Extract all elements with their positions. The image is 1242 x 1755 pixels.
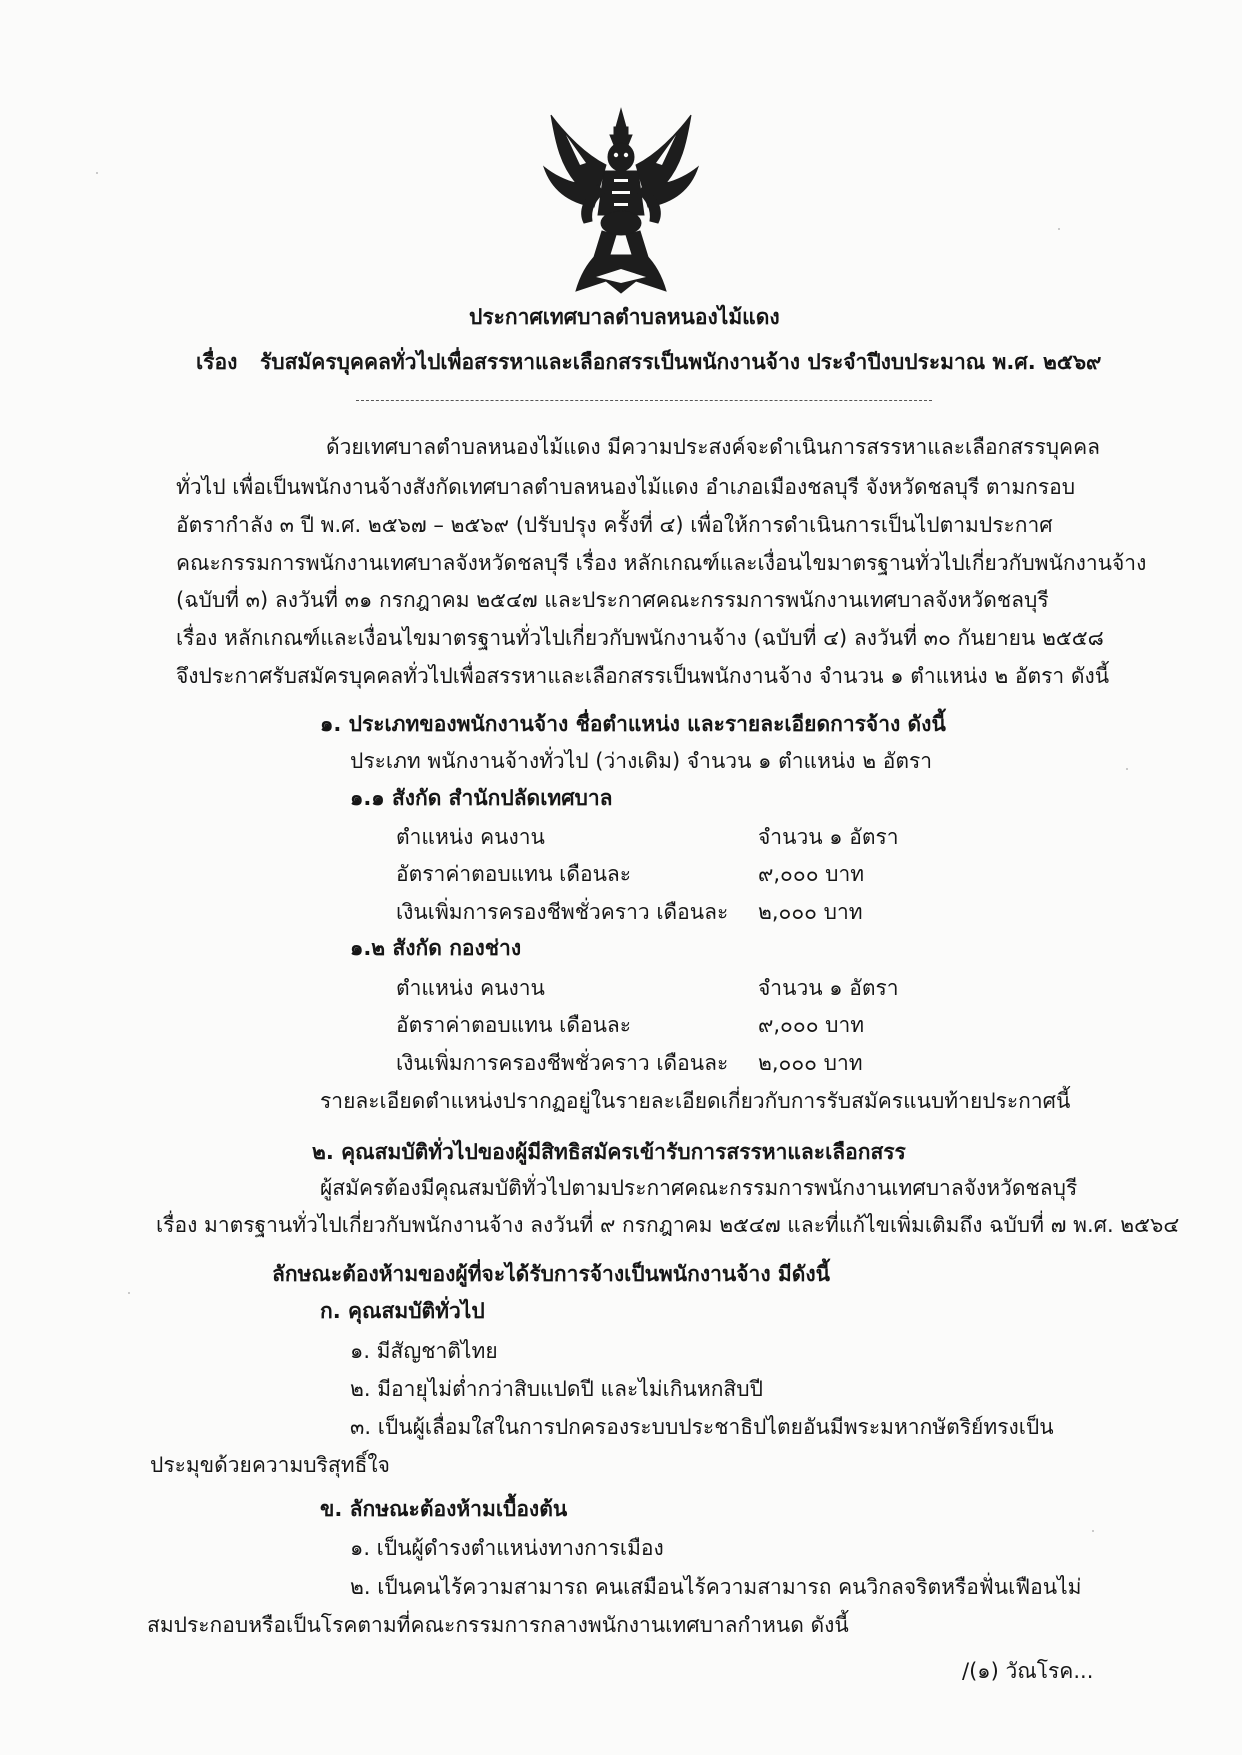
unit-row-label: เงินเพิ่มการครองชีพชั่วคราว เดือนละ: [396, 900, 729, 924]
unit-row-value: ๒,๐๐๐ บาท: [758, 1051, 863, 1075]
general-item: ๓. เป็นผู้เลื่อมใสในการปกครองระบบประชาธิปไตยอันมีพระมหากษัตริย์ทรงเป็น: [350, 1415, 1054, 1439]
scan-speck: [128, 1292, 130, 1294]
intro-line: ด้วยเทศบาลตำบลหนองไม้แดง มีความประสงค์จะดำเนินการสรรหาและเลือกสรรบุคคล: [326, 435, 1101, 459]
section2-para: ผู้สมัครต้องมีคุณสมบัติทั่วไปตามประกาศคณะกรรมการพนักงานเทศบาลจังหวัดชลบุรี: [320, 1176, 1078, 1200]
unit-row-value: จำนวน ๑ อัตรา: [758, 825, 899, 849]
subject-text: รับสมัครบุคคลทั่วไปเพื่อสรรหาและเลือกสรรเป็นพนักงานจ้าง ประจำปีงบประมาณ พ.ศ. ๒๕๖๙: [260, 350, 1102, 374]
unit-row-label: ตำแหน่ง คนงาน: [396, 976, 545, 1000]
scan-speck: [1058, 228, 1060, 230]
prohibit-basic-item: สมประกอบหรือเป็นโรคตามที่คณะกรรมการกลางพนักงานเทศบาลกำหนด ดังนี้: [147, 1613, 849, 1637]
intro-line: (ฉบับที่ ๓) ลงวันที่ ๓๑ กรกฎาคม ๒๕๔๗ และประกาศคณะกรรมการพนักงานเทศบาลจังหวัดชลบุรี: [176, 588, 1049, 612]
subject-label: เรื่อง: [196, 350, 238, 374]
prohibit-basic-item: ๒. เป็นคนไร้ความสามารถ คนเสมือนไร้ความสามารถ คนวิกลจริตหรือฟั่นเฟือนไม่: [350, 1575, 1082, 1599]
unit-heading: ๑.๑ สังกัด สำนักปลัดเทศบาล: [350, 786, 613, 810]
continuation-marker: /(๑) วัณโรค...: [962, 1659, 1094, 1683]
intro-line: จึงประกาศรับสมัครบุคคลทั่วไปเพื่อสรรหาและเลือกสรรเป็นพนักงานจ้าง จำนวน ๑ ตำแหน่ง ๒ อัตรา ดังนี้: [176, 664, 1110, 688]
scan-speck: [1092, 1530, 1094, 1532]
section1-heading: ๑. ประเภทของพนักงานจ้าง ชื่อตำแหน่ง และรายละเอียดการจ้าง ดังนี้: [320, 712, 946, 736]
general-item: ประมุขด้วยความบริสุทธิ์ใจ: [150, 1453, 390, 1477]
garuda-emblem-icon: [536, 105, 706, 295]
general-heading: ก. คุณสมบัติทั่วไป: [320, 1299, 485, 1323]
prohibit-basic-heading: ข. ลักษณะต้องห้ามเบื้องต้น: [320, 1497, 568, 1521]
general-item: ๒. มีอายุไม่ต่ำกว่าสิบแปดปี และไม่เกินหกสิบปี: [350, 1377, 763, 1401]
unit-heading: ๑.๒ สังกัด กองช่าง: [350, 936, 522, 960]
prohibit-basic-item: ๑. เป็นผู้ดำรงตำแหน่งทางการเมือง: [350, 1536, 664, 1560]
unit-row-label: ตำแหน่ง คนงาน: [396, 825, 545, 849]
prohibit-heading: ลักษณะต้องห้ามของผู้ที่จะได้รับการจ้างเป็นพนักงานจ้าง มีดังนี้: [272, 1262, 830, 1286]
intro-line: คณะกรรมการพนักงานเทศบาลจังหวัดชลบุรี เรื่อง หลักเกณฑ์และเงื่อนไขมาตรฐานทั่วไปเกี่ยวกับพนักงานจ้าง: [176, 551, 1147, 575]
general-item: ๑. มีสัญชาติไทย: [350, 1339, 498, 1363]
unit-row-value: จำนวน ๑ อัตรา: [758, 976, 899, 1000]
scan-speck: [1126, 768, 1128, 770]
section2-heading: ๒. คุณสมบัติทั่วไปของผู้มีสิทธิสมัครเข้ารับการสรรหาและเลือกสรร: [312, 1140, 906, 1164]
intro-line: เรื่อง หลักเกณฑ์และเงื่อนไขมาตรฐานทั่วไปเกี่ยวกับพนักงานจ้าง (ฉบับที่ ๔) ลงวันที่ ๓๐ กันยายน ๒๕๕๘: [176, 626, 1104, 650]
unit-row-label: เงินเพิ่มการครองชีพชั่วคราว เดือนละ: [396, 1051, 729, 1075]
section2-para: เรื่อง มาตรฐานทั่วไปเกี่ยวกับพนักงานจ้าง ลงวันที่ ๙ กรกฎาคม ๒๕๔๗ และที่แก้ไขเพิ่มเติมถึง ฉบับที่ ๗ พ.ศ. ๒๕๖๔: [156, 1213, 1180, 1237]
unit-row-value: ๒,๐๐๐ บาท: [758, 900, 863, 924]
intro-line: ทั่วไป เพื่อเป็นพนักงานจ้างสังกัดเทศบาลตำบลหนองไม้แดง อำเภอเมืองชลบุรี จังหวัดชลบุรี ตามกรอบ: [176, 475, 1076, 499]
unit-row-value: ๙,๐๐๐ บาท: [758, 862, 865, 886]
unit-row-label: อัตราค่าตอบแทน เดือนละ: [396, 862, 632, 886]
title-divider: [356, 400, 932, 401]
scan-speck: [96, 172, 98, 174]
unit-row-value: ๙,๐๐๐ บาท: [758, 1013, 865, 1037]
announcement-title: ประกาศเทศบาลตำบลหนองไม้แดง: [469, 305, 780, 329]
unit-row-label: อัตราค่าตอบแทน เดือนละ: [396, 1013, 632, 1037]
employee-type-line: ประเภท พนักงานจ้างทั่วไป (ว่างเดิม) จำนวน ๑ ตำแหน่ง ๒ อัตรา: [350, 749, 933, 773]
intro-line: อัตรากำลัง ๓ ปี พ.ศ. ๒๕๖๗ – ๒๕๖๙ (ปรับปรุง ครั้งที่ ๔) เพื่อให้การดำเนินการเป็นไปตามประกาศ: [176, 513, 1053, 537]
section1-note: รายละเอียดตำแหน่งปรากฏอยู่ในรายละเอียดเกี่ยวกับการรับสมัครแนบท้ายประกาศนี้: [320, 1089, 1071, 1113]
